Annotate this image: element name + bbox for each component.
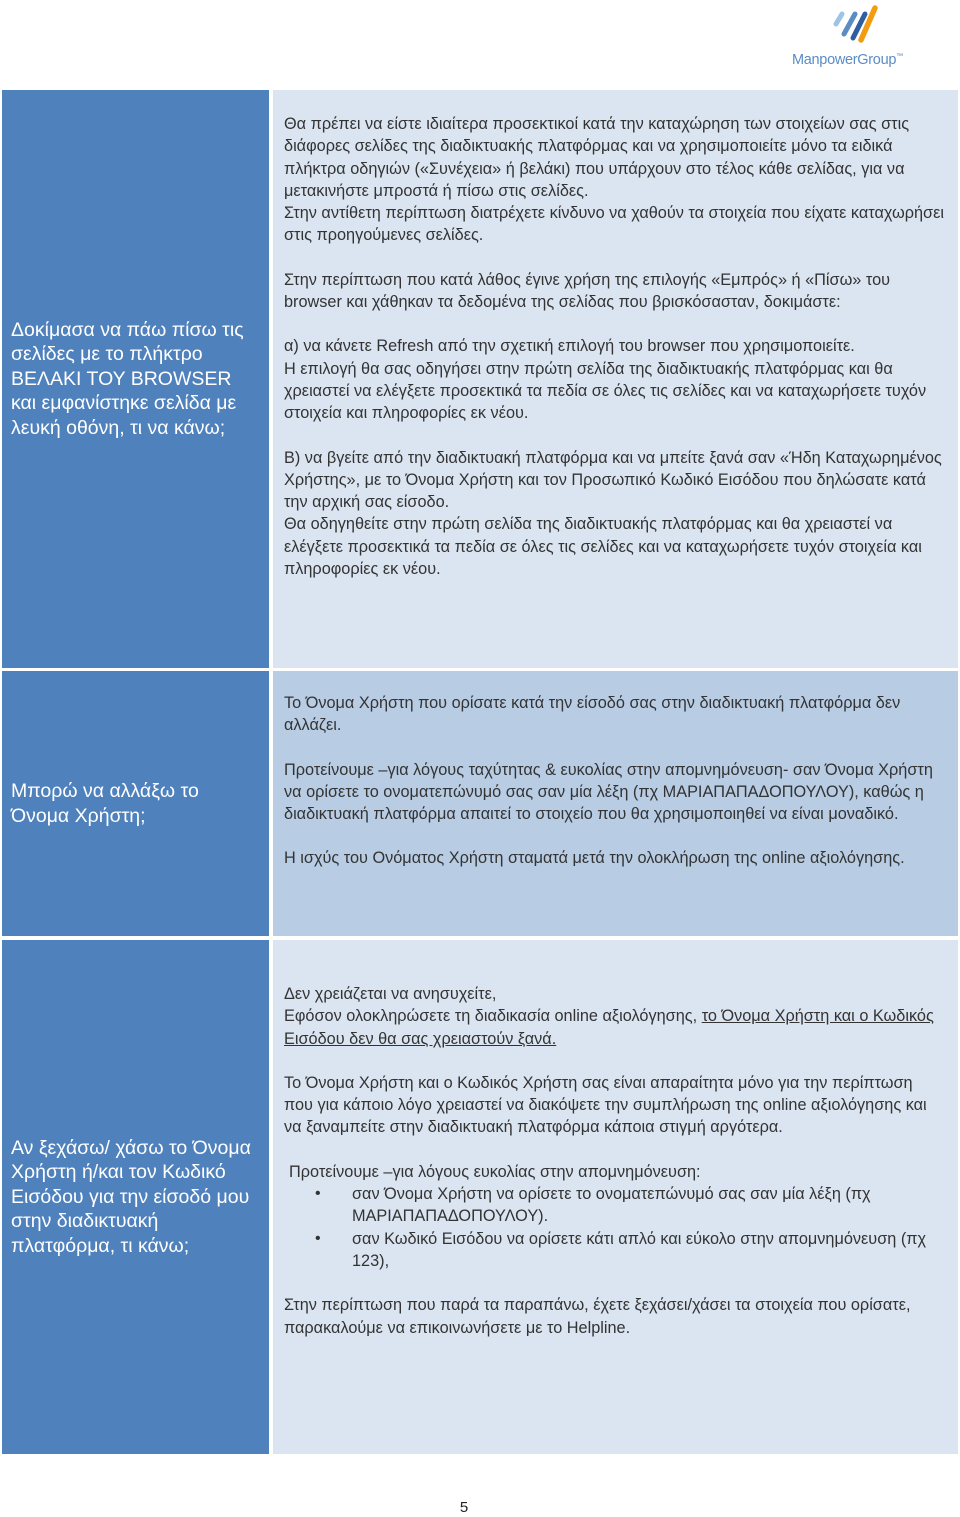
answer-paragraph: Θα πρέπει να είστε ιδιαίτερα προσεκτικοί κατά την καταχώρηση των στοιχείων σας στις διάφορες σελίδες της διαδικτυακής πλατφόρμας και να χρησιμοποιείτε μόνο τα ειδικά πλήκτρα οδηγιών («Συνέχεια» ή βελάκι) που υπάρχουν στο τέλος κάθε σελίδας, για να μετακινήστε μπροστά ή πίσω στις σελίδες. <box>284 115 910 200</box>
answer-paragraph: Η επιλογή θα σας οδηγήσει στην πρώτη σελίδα της διαδικτυακής πλατφόρμας και θα χρειαστεί να ελέγξετε προσεκτικά τα πεδία σε όλες τις σελίδες και να καταχωρήσετε τυχόν στοιχεία και πληροφορίες εκ νέου. <box>284 359 927 423</box>
manpowergroup-logo <box>792 2 922 70</box>
answer-paragraph: Β) να βγείτε από την διαδικτυακή πλατφόρμα και να μπείτε ξανά σαν «Ήδη Καταχωρημένος Χρήστης», με το Όνομα Χρήστη και τον Προσωπικό Κωδικό Εισόδου που δηλώσατε κατά την αρχική σας είσοδο. <box>284 448 942 512</box>
trademark-symbol: ™ <box>896 53 903 61</box>
page-number: 5 <box>459 1499 469 1516</box>
question-text: Αν ξεχάσω/ χάσω το Όνομα Χρήστη ή/και τον Κωδικό Εισόδου για την είσοδό μου στην διαδικτυακή πλατφόρμα, τι κάνω; <box>11 1136 251 1257</box>
answer-cell <box>273 671 958 936</box>
list-item: • σαν Όνομα Χρήστη να ορίσετε το ονοματεπώνυμό σας σαν μία λέξη (πχ ΜΑΡΙΑΠΑΠΑΔΟΠΟΥΛΟΥ). <box>284 1183 946 1228</box>
question-text: Μπορώ να αλλάξω το Όνομα Χρήστη; <box>11 780 199 827</box>
answer-paragraph: Προτείνουμε –για λόγους ευκολίας στην απομνημόνευση: <box>289 1162 701 1181</box>
underlined-note: το Όνομα Χρήστη και ο Κωδικός Εισόδου δεν θα σας χρειαστούν ξανά. <box>284 1007 934 1048</box>
answer-paragraph: Θα οδηγηθείτε στην πρώτη σελίδα της διαδικτυακής πλατφόρμας και θα χρειαστεί να ελέγξετε προσεκτικά τα πεδία σε όλες τις σελίδες και να καταχωρήσετε τυχόν στοιχεία και πληροφορίες εκ νέου. <box>284 515 922 579</box>
suggestion-list <box>284 1183 946 1272</box>
answer-paragraph: Δεν χρειάζεται να ανησυχείτε, <box>284 985 497 1003</box>
answer-cell <box>273 940 958 1454</box>
faq-row-back-button <box>2 90 958 668</box>
question-text: Δοκίμασα να πάω πίσω τις σελίδες με το πλήκτρο ΒΕΛΑΚΙ ΤΟΥ BROWSER και εμφανίστηκε σελίδα με λευκή οθόνη, τι να κάνω; <box>11 318 244 439</box>
question-cell <box>2 940 269 1454</box>
answer-cell <box>273 90 958 668</box>
logo-brand-text: ManpowerGroup <box>792 52 897 68</box>
answer-paragraph: Στην αντίθετη περίπτωση διατρέχετε κίνδυνο να χαθούν τα στοιχεία που είχατε καταχωρήσει στις προηγούμενες σελίδες. <box>284 204 944 245</box>
answer-paragraph: α) να κάνετε Refresh από την σχετική επιλογή του browser που χρησιμοποιείτε. <box>284 337 855 356</box>
faq-row-forgot-credentials <box>2 940 958 1454</box>
list-item: • σαν Κωδικό Εισόδου να ορίσετε κάτι απλό και εύκολο στην απομνημόνευση (πχ 123), <box>284 1228 946 1273</box>
answer-paragraph: Προτείνουμε –για λόγους ταχύτητας & ευκολίας στην απομνημόνευση- σαν Όνομα Χρήστη να ορίσετε το ονοματεπώνυμό σας σαν μία λέξη (πχ ΜΑΡΙΑΠΑΠΑΔΟΠΟΥΛΟΥ), καθώς η διαδικτυακή πλατφόρμα απαιτεί το στοιχείο που θα χρησιμοποιηθεί να είναι μοναδικό. <box>284 760 933 824</box>
logo-mark-icon <box>792 2 922 48</box>
answer-paragraph: Στην περίπτωση που κατά λάθος έγινε χρήση της επιλογής «Εμπρός» ή «Πίσω» του browser και χάθηκαν τα δεδομένα της σελίδας που βρισκόσασταν, δοκιμάστε: <box>284 270 891 312</box>
answer-paragraph <box>284 1005 946 1050</box>
answer-paragraph: Το Όνομα Χρήστη και ο Κωδικός Χρήστη σας είναι απαραίτητα μόνο για την περίπτωση που για κάποιο λόγο χρειαστεί να διακόψετε την συμπλήρωση της online αξιολόγησης και να ξαναμπείτε στην διαδικτυακή πλατφόρμα κάποια στιγμή αργότερα. <box>284 1073 927 1137</box>
answer-paragraph: Στην περίπτωση που παρά τα παραπάνω, έχετε ξεχάσει/χάσει τα στοιχεία που ορίσατε, παρακαλούμε να επικοινωνήσετε με το Helpline. <box>284 1296 911 1337</box>
faq-row-change-username <box>2 671 958 936</box>
answer-paragraph: Το Όνομα Χρήστη που ορίσατε κατά την είσοδό σας στην διαδικτυακή πλατφόρμα δεν αλλάζει. <box>284 694 901 735</box>
question-cell <box>2 90 269 668</box>
question-cell <box>2 671 269 936</box>
answer-paragraph: Η ισχύς του Ονόματος Χρήστη σταματά μετά την ολοκλήρωση της online αξιολόγησης. <box>284 849 905 868</box>
answer-text: Εφόσον ολοκληρώσετε τη διαδικασία online αξιολόγησης, <box>284 1007 702 1026</box>
